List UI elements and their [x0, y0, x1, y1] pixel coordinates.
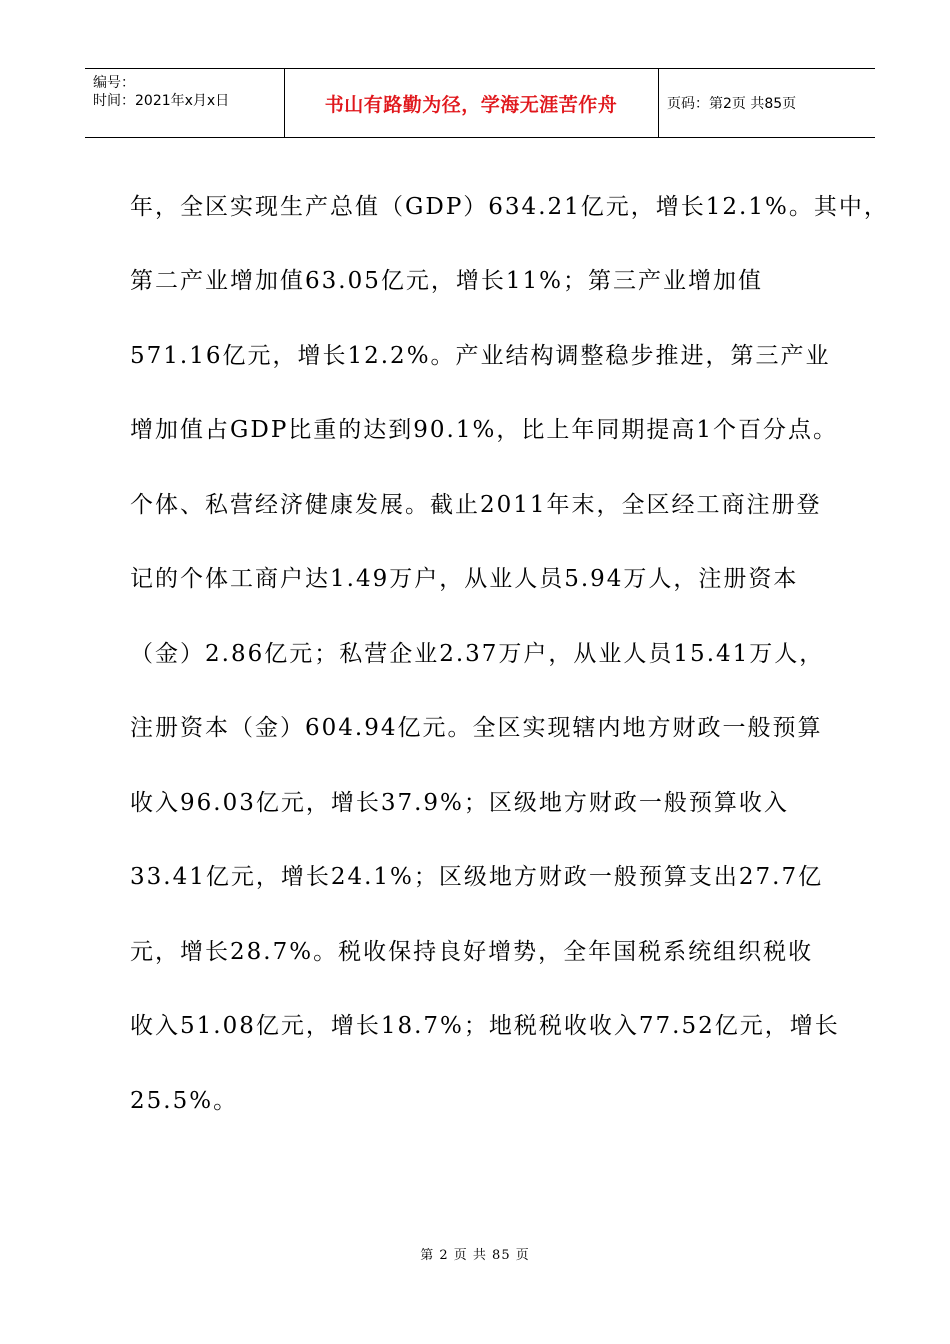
body-line: 个体、私营经济健康发展。截止2011年末，全区经工商注册登	[130, 492, 822, 518]
body-line: 记的个体工商户达1.49万户，从业人员5.94万人，注册资本	[130, 566, 799, 592]
page-header	[85, 68, 875, 138]
number-label: 编号：	[93, 75, 135, 91]
body-line: 元，增长28.7%。税收保持良好增势，全年国税系统组织税收	[130, 939, 814, 965]
body-line: 收入51.08亿元，增长18.7%；地税税收收入77.52亿元，增长	[130, 1013, 840, 1039]
body-line: 第二产业增加值63.05亿元，增长11%；第三产业增加值	[130, 268, 763, 294]
header-page-info	[667, 69, 875, 137]
body-line: 增加值占GDP比重的达到90.1%，比上年同期提高1个百分点。	[130, 417, 838, 443]
body-line: 注册资本（金）604.94亿元。全区实现辖内地方财政一般预算	[130, 715, 823, 741]
header-divider	[658, 69, 659, 137]
page-footer: 第 2 页 共 85 页	[420, 1248, 530, 1263]
time-label: 时间：2021年x月x日	[93, 93, 230, 109]
header-motto: 书山有路勤为径，学海无涯苦作舟	[324, 93, 618, 116]
body-line: 571.16亿元，增长12.2%。产业结构调整稳步推进，第三产业	[130, 343, 831, 369]
body-line: 年，全区实现生产总值（GDP）634.21亿元，增长12.1%。其中，	[130, 194, 889, 220]
header-meta	[85, 69, 283, 137]
body-line: 33.41亿元，增长24.1%；区级地方财政一般预算支出27.7亿	[130, 864, 824, 890]
body-line: 25.5%。	[130, 1088, 239, 1114]
body-line: 收入96.03亿元，增长37.9%；区级地方财政一般预算收入	[130, 790, 789, 816]
body-line: （金）2.86亿元；私营企业2.37万户，从业人员15.41万人，	[130, 641, 825, 667]
page-info-text: 页码：第2页 共85页	[667, 96, 797, 112]
